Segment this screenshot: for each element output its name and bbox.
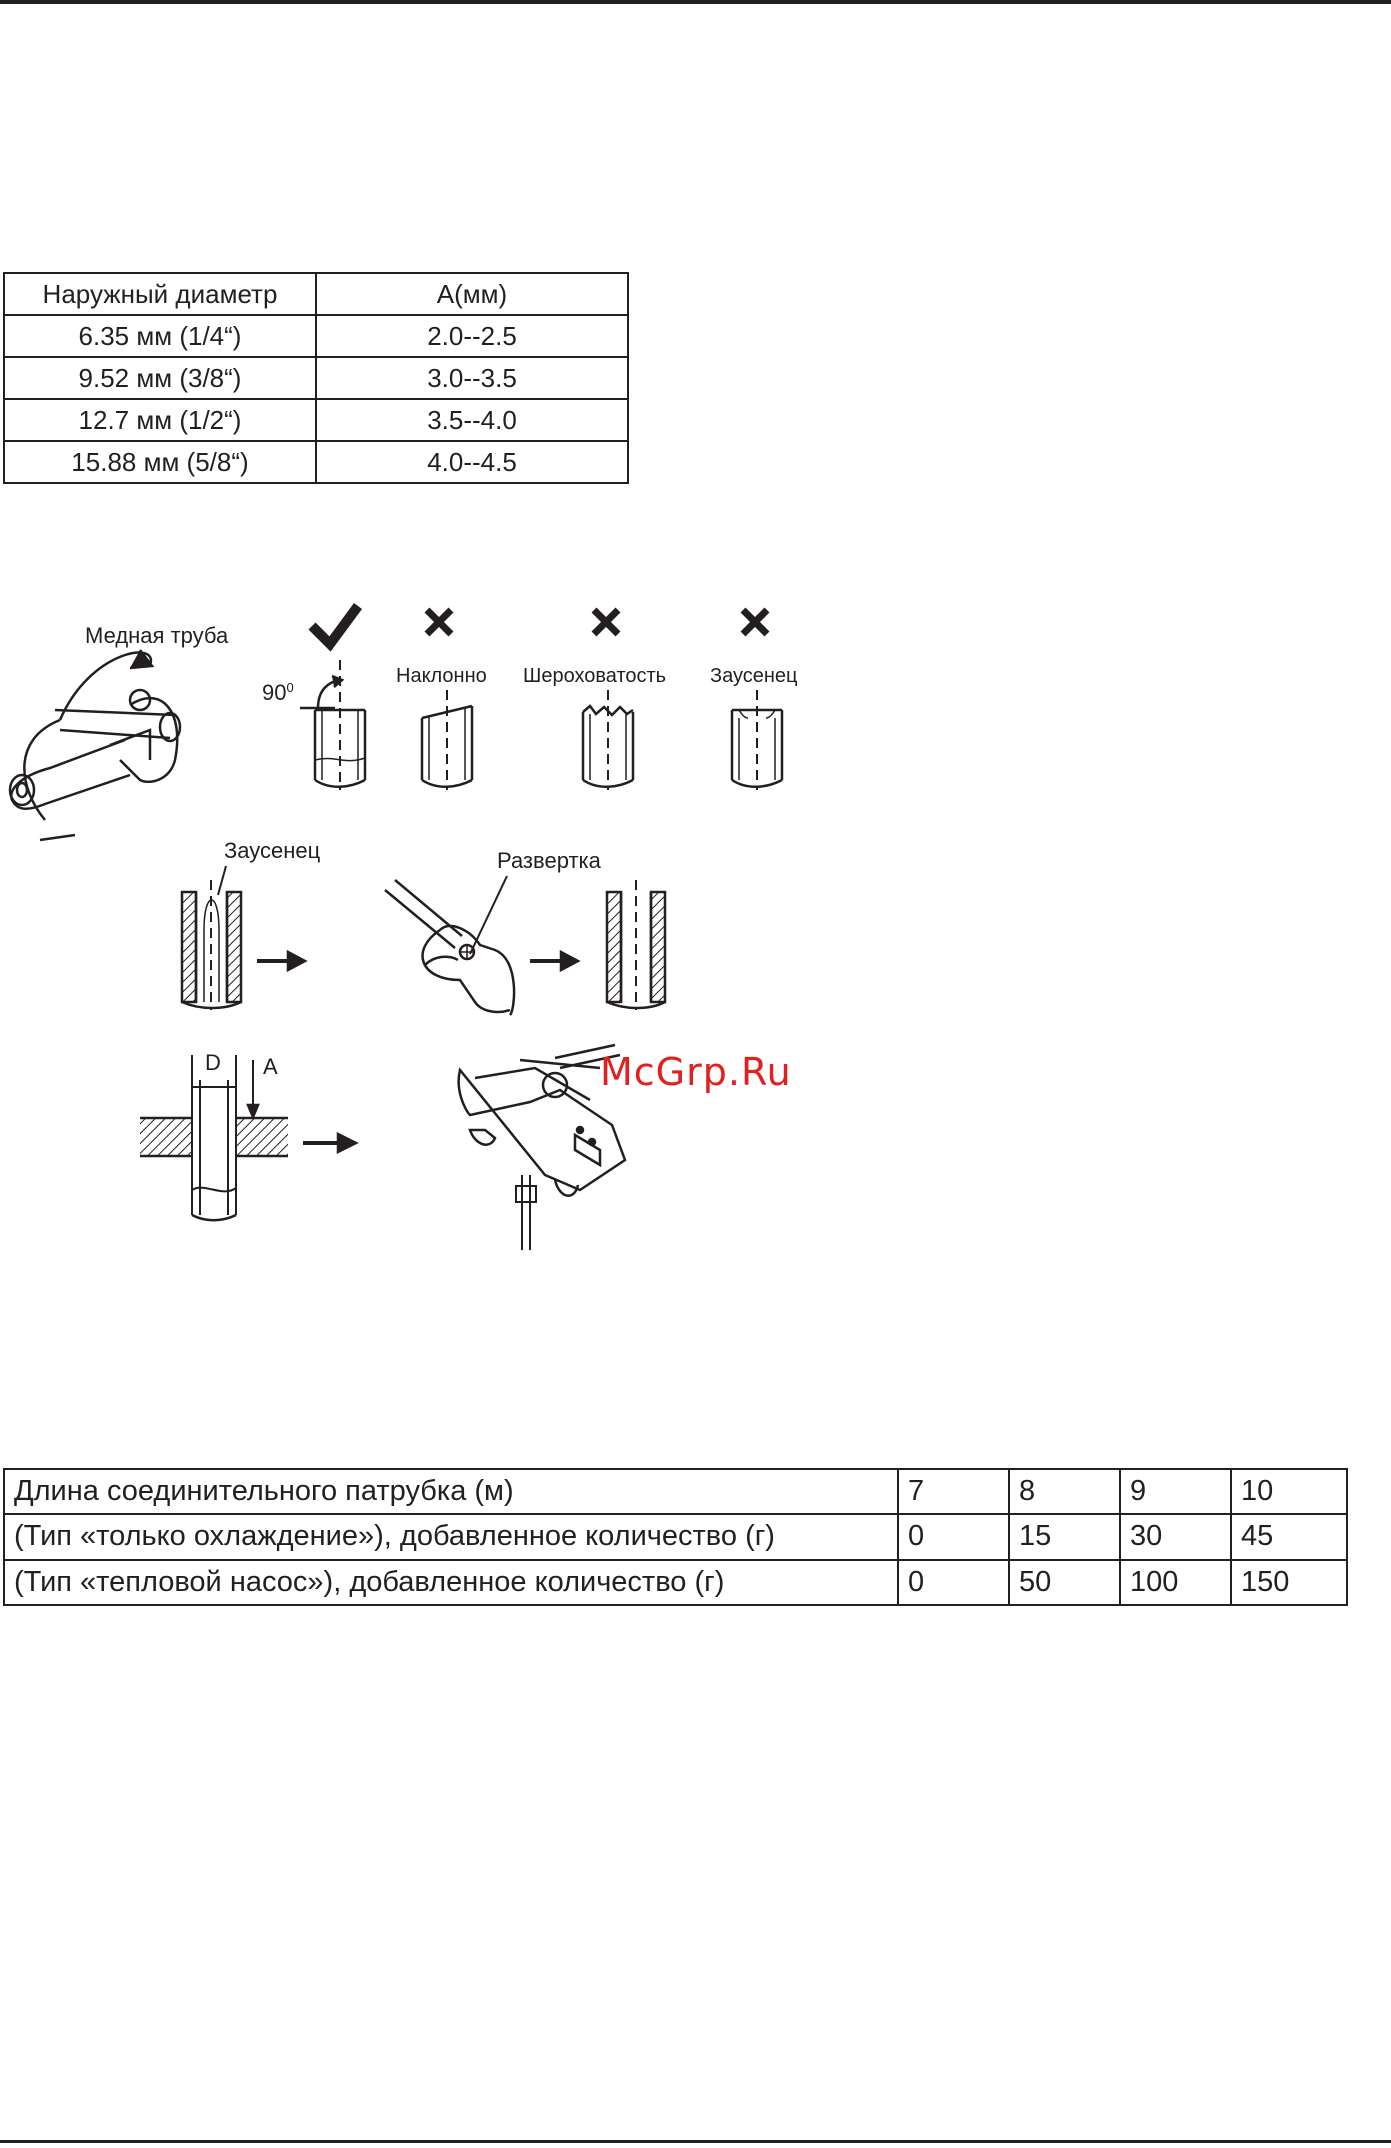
check-icon — [312, 606, 358, 644]
table-row — [4, 441, 628, 483]
tube-end-correct — [315, 660, 365, 790]
copper-pipe-label: Медная труба — [85, 623, 229, 648]
cross-icon — [427, 610, 451, 634]
header-cell: A(мм) — [316, 273, 628, 315]
table-cell: 0 — [898, 1514, 1009, 1559]
header-cell: 8 — [1009, 1469, 1120, 1514]
tube-end-burr — [732, 690, 782, 790]
table-cell: 15.88 мм (5/8“) — [4, 441, 316, 483]
tube-with-burr — [182, 880, 241, 1010]
dim-d-label: D — [205, 1050, 221, 1075]
table-cell: 3.0--3.5 — [316, 357, 628, 399]
tube-deburred — [607, 880, 665, 1010]
outer-diameter-table — [3, 272, 629, 484]
table-cell: (Тип «только охлаждение»), добавленное количество (г) — [4, 1514, 898, 1559]
cross-icon — [743, 610, 767, 634]
table-cell: 12.7 мм (1/2“) — [4, 399, 316, 441]
tube-end-oblique — [422, 690, 472, 790]
table-cell: 3.5--4.0 — [316, 399, 628, 441]
burr-label: Заусенец — [710, 665, 798, 687]
angle-label: $90^0$ — [262, 680, 294, 705]
oblique-label: Наклонно — [396, 665, 487, 687]
table-row — [4, 1514, 1347, 1559]
table-cell: 4.0--4.5 — [316, 441, 628, 483]
table-cell: 15 — [1009, 1514, 1120, 1559]
table-row — [4, 315, 628, 357]
flaring-block-illustration — [140, 1055, 288, 1220]
table-cell: 150 — [1231, 1560, 1347, 1605]
header-cell: Наружный диаметр — [4, 273, 316, 315]
reamer-label: Развертка — [497, 848, 601, 873]
header-cell: 10 — [1231, 1469, 1347, 1514]
table-cell: 45 — [1231, 1514, 1347, 1559]
table-cell: 50 — [1009, 1560, 1120, 1605]
table-cell: (Тип «тепловой насос»), добавленное количество (г) — [4, 1560, 898, 1605]
burr-removal-label: Заусенец — [224, 838, 321, 863]
header-cell: Длина соединительного патрубка (м) — [4, 1469, 898, 1514]
pipe-cutter-illustration — [10, 650, 180, 840]
table-cell: 100 — [1120, 1560, 1231, 1605]
table-cell: 6.35 мм (1/4“) — [4, 315, 316, 357]
watermark: McGrp.Ru — [600, 1050, 792, 1094]
dim-a-label: A — [263, 1054, 278, 1079]
table-row — [4, 357, 628, 399]
bottom-rule — [0, 2140, 1391, 2143]
top-rule — [0, 0, 1391, 4]
table-cell: 30 — [1120, 1514, 1231, 1559]
pipe-flaring-figure — [0, 590, 840, 1255]
roughness-label: Шероховатость — [523, 665, 667, 687]
table-header-row — [4, 273, 628, 315]
table-row — [4, 1560, 1347, 1605]
tube-end-rough — [583, 690, 633, 790]
table-cell: 0 — [898, 1560, 1009, 1605]
table-cell: 9.52 мм (3/8“) — [4, 357, 316, 399]
table-header-row — [4, 1469, 1347, 1514]
table-cell: 2.0--2.5 — [316, 315, 628, 357]
refrigerant-charge-table — [3, 1468, 1348, 1606]
header-cell: 7 — [898, 1469, 1009, 1514]
cross-icon — [594, 610, 618, 634]
table-row — [4, 399, 628, 441]
header-cell: 9 — [1120, 1469, 1231, 1514]
